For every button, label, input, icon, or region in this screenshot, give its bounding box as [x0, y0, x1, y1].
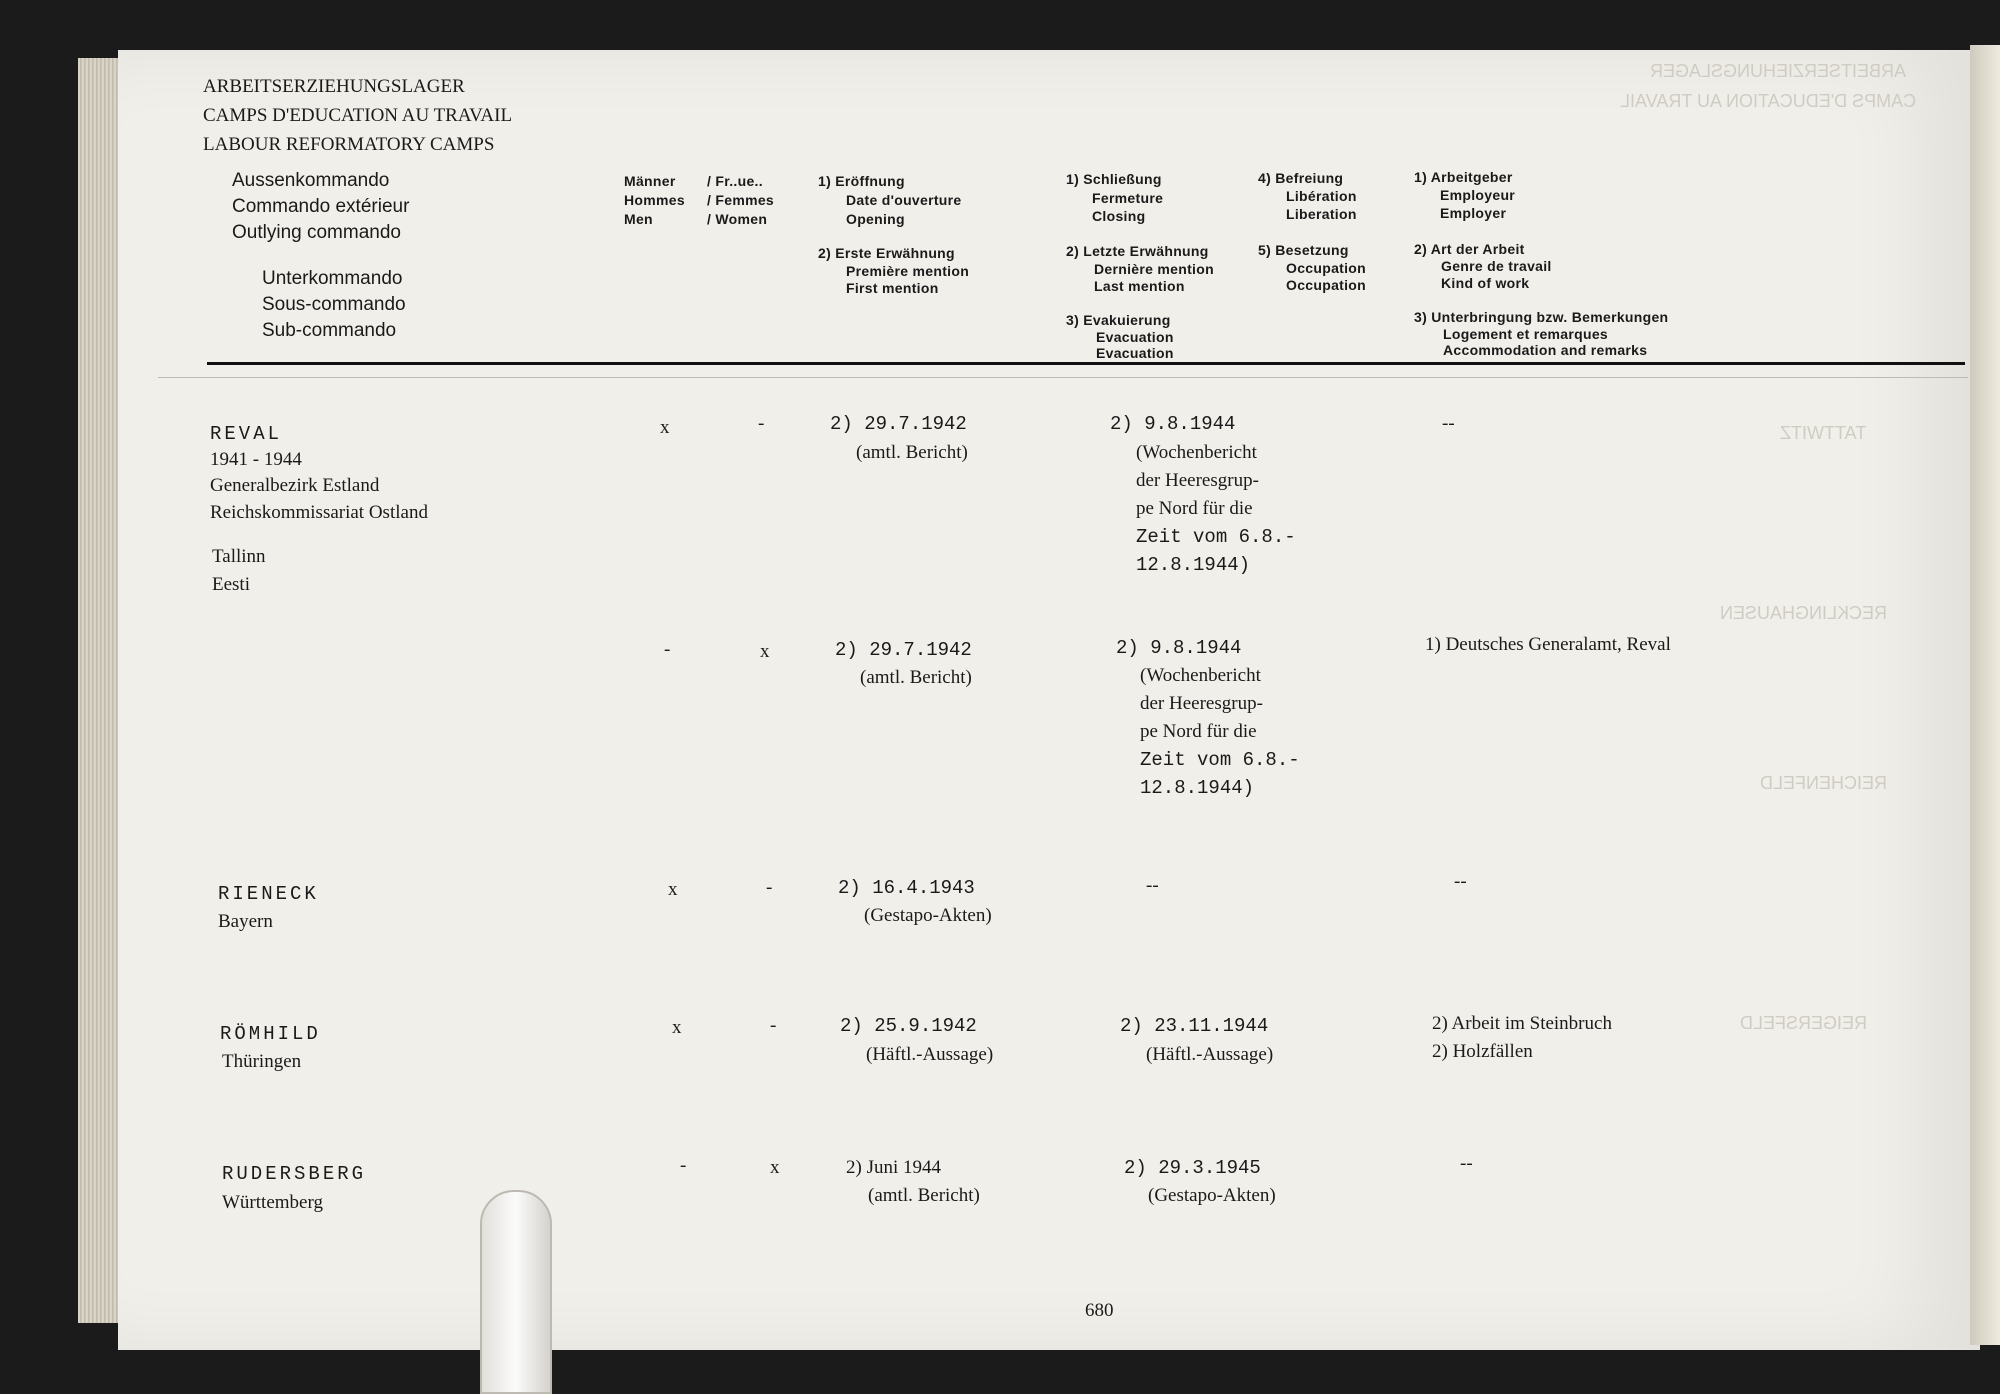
show-through-text: RECKLINGHAUSEN	[1720, 603, 1888, 623]
camp-name: RUDERSBERG	[222, 1163, 367, 1185]
opening-date: 2) 29.7.1942	[830, 413, 967, 435]
col-evacuation-fr: Evacuation	[1096, 329, 1174, 345]
outlying-label-de: Aussenkommando	[232, 170, 390, 191]
camp-detail: Reichskommissariat Ostland	[210, 502, 428, 523]
col-occupation-fr: Occupation	[1286, 260, 1367, 276]
col-opening-fr: Date d'ouverture	[846, 192, 962, 208]
gender-women-en: / Women	[707, 211, 768, 227]
col-evacuation-de: 3) Evakuierung	[1066, 312, 1171, 328]
gender-women-de: / Fr..ue..	[707, 173, 763, 189]
col-closing-en: Closing	[1092, 208, 1146, 224]
col-work-en: Kind of work	[1441, 275, 1530, 291]
subcommand-label-de: Unterkommando	[262, 268, 403, 289]
subcommand-label-en: Sub-commando	[262, 320, 397, 341]
show-through-text: CAMPS D'EDUCATION AU TRAVAIL	[1620, 91, 1917, 111]
men-mark: -	[664, 639, 671, 660]
closing-source: Zeit vom 6.8.-	[1140, 749, 1300, 771]
women-mark: -	[766, 877, 773, 898]
col-last-mention-en: Last mention	[1094, 278, 1185, 294]
closing-source: (Häftl.-Aussage)	[1146, 1044, 1274, 1065]
opening-source: (Häftl.-Aussage)	[866, 1044, 994, 1065]
men-mark: x	[660, 417, 670, 438]
opening-date: 2) 25.9.1942	[840, 1015, 977, 1037]
col-closing-fr: Fermeture	[1092, 190, 1164, 206]
outlying-label-fr: Commando extérieur	[232, 196, 410, 217]
camp-name: REVAL	[210, 423, 283, 445]
col-liberation-fr: Libération	[1286, 188, 1357, 204]
closing-source: Zeit vom 6.8.-	[1136, 526, 1296, 548]
closing-source: (Gestapo-Akten)	[1148, 1185, 1276, 1206]
header-divider	[207, 362, 1965, 365]
col-opening-en: Opening	[846, 211, 905, 227]
category-line-de: ARBEITSERZIEHUNGSLAGER	[203, 76, 465, 97]
col-opening-de: 1) Eröffnung	[818, 173, 905, 189]
closing-source: pe Nord für die	[1140, 721, 1257, 742]
closing-date: 2) 9.8.1944	[1110, 413, 1236, 435]
opening-date: 2) Juni 1944	[846, 1157, 941, 1178]
col-liberation-en: Liberation	[1286, 206, 1357, 222]
gender-men-en: Men	[624, 211, 653, 227]
show-through-text: ARBEITSERZIEHUNGSLAGER	[1650, 61, 1907, 81]
col-occupation-en: Occupation	[1286, 277, 1367, 293]
opening-date: 2) 16.4.1943	[838, 877, 975, 899]
work-kind: 2) Holzfällen	[1432, 1041, 1533, 1062]
subcommand-label-fr: Sous-commando	[262, 294, 406, 315]
page-number: 680	[1085, 1300, 1114, 1321]
closing-date: 2) 29.3.1945	[1124, 1157, 1261, 1179]
show-through-text: REICHENFELD	[1760, 773, 1888, 793]
col-accommodation-de: 3) Unterbringung bzw. Bemerkungen	[1414, 309, 1669, 325]
camp-detail: Bayern	[218, 911, 273, 932]
col-work-fr: Genre de travail	[1441, 258, 1552, 274]
col-liberation-de: 4) Befreiung	[1258, 170, 1344, 186]
women-mark: -	[758, 413, 765, 434]
col-closing-de: 1) Schließung	[1066, 171, 1162, 187]
opening-source: (Gestapo-Akten)	[864, 905, 992, 926]
book-right-edge	[1970, 45, 2000, 1345]
opening-date: 2) 29.7.1942	[835, 639, 972, 661]
camp-name: RIENECK	[218, 883, 319, 905]
camp-detail: Eesti	[212, 574, 250, 595]
men-mark: x	[672, 1017, 682, 1038]
women-mark: x	[770, 1157, 780, 1178]
closing-source: 12.8.1944)	[1140, 777, 1255, 799]
col-last-mention-fr: Dernière mention	[1094, 261, 1214, 277]
closing-source: (Wochenbericht	[1140, 665, 1261, 686]
outlying-label-en: Outlying commando	[232, 222, 401, 243]
lamp-reflection	[480, 1190, 552, 1394]
show-through-text: TATTWITZ	[1780, 423, 1867, 443]
gender-men-de: Männer	[624, 173, 676, 189]
closing-source: der Heeresgrup-	[1140, 693, 1263, 714]
opening-source: (amtl. Bericht)	[856, 442, 968, 463]
col-first-mention-en: First mention	[846, 280, 939, 296]
camp-detail: Generalbezirk Estland	[210, 475, 380, 496]
opening-source: (amtl. Bericht)	[868, 1185, 980, 1206]
women-mark: x	[760, 641, 770, 662]
closing-source: pe Nord für die	[1136, 498, 1253, 519]
employer: --	[1442, 413, 1455, 434]
camp-detail: Tallinn	[212, 546, 266, 567]
camp-detail: Württemberg	[222, 1192, 323, 1213]
gender-women-fr: / Femmes	[707, 192, 774, 208]
work-kind: 2) Arbeit im Steinbruch	[1432, 1013, 1612, 1034]
col-employer-fr: Employeur	[1440, 187, 1516, 203]
col-last-mention-de: 2) Letzte Erwähnung	[1066, 243, 1209, 259]
closing-source: (Wochenbericht	[1136, 442, 1257, 463]
camp-detail: 1941 - 1944	[210, 449, 302, 470]
category-line-en: LABOUR REFORMATORY CAMPS	[203, 134, 495, 155]
employer: 1) Deutsches Generalamt, Reval	[1425, 634, 1671, 655]
col-work-de: 2) Art der Arbeit	[1414, 241, 1525, 257]
closing-date: 2) 23.11.1944	[1120, 1015, 1269, 1037]
closing-date: --	[1146, 875, 1159, 896]
women-mark: -	[770, 1015, 777, 1036]
gender-men-fr: Hommes	[624, 192, 685, 208]
closing-date: 2) 9.8.1944	[1116, 637, 1242, 659]
col-first-mention-fr: Première mention	[846, 263, 970, 279]
col-evacuation-en: Evacuation	[1096, 345, 1174, 361]
show-through-text: REIGERSFELD	[1740, 1013, 1868, 1033]
employer: --	[1460, 1153, 1473, 1174]
employer: --	[1454, 871, 1467, 892]
col-first-mention-de: 2) Erste Erwähnung	[818, 245, 955, 261]
opening-source: (amtl. Bericht)	[860, 667, 972, 688]
closing-source: der Heeresgrup-	[1136, 470, 1259, 491]
col-accommodation-fr: Logement et remarques	[1443, 326, 1609, 342]
men-mark: -	[680, 1155, 687, 1176]
col-employer-de: 1) Arbeitgeber	[1414, 169, 1513, 185]
camp-name: RÖMHILD	[220, 1023, 321, 1045]
col-employer-en: Employer	[1440, 205, 1507, 221]
camp-detail: Thüringen	[222, 1051, 302, 1072]
men-mark: x	[668, 879, 678, 900]
col-accommodation-en: Accommodation and remarks	[1443, 342, 1648, 358]
col-occupation-de: 5) Besetzung	[1258, 242, 1349, 258]
category-line-fr: CAMPS D'EDUCATION AU TRAVAIL	[203, 105, 513, 126]
closing-source: 12.8.1944)	[1136, 554, 1251, 576]
header-divider-faint	[158, 377, 1968, 378]
